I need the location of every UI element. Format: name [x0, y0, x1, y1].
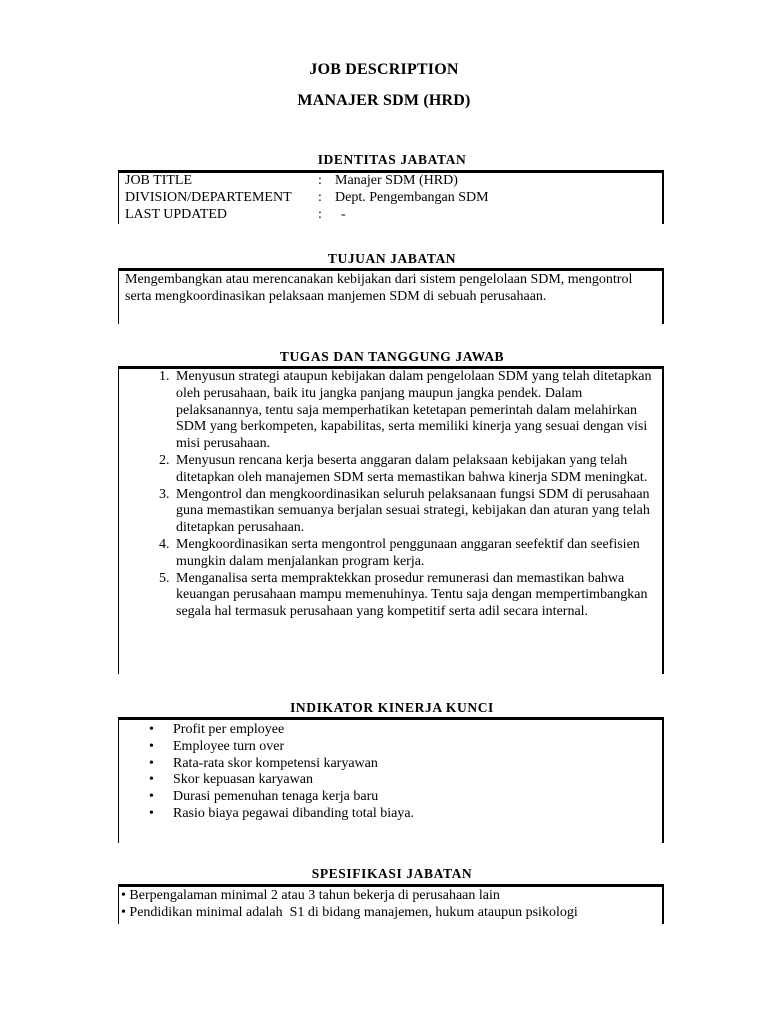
list-item-text: Berpengalaman minimal 2 atau 3 tahun bekerja di perusahaan lain — [129, 888, 500, 903]
section-heading-tugas: TUGAS DAN TANGGUNG JAWAB — [279, 349, 505, 364]
list-item — [149, 738, 656, 756]
tugas-box — [118, 366, 664, 674]
list-item-text: Skor kepuasan karyawan — [173, 772, 313, 788]
document-subtitle: MANAJER SDM (HRD) — [297, 92, 471, 109]
section-heading-indikator: INDIKATOR KINERJA KUNCI — [290, 700, 494, 715]
bullet-icon: • — [149, 755, 154, 771]
list-item — [149, 755, 656, 773]
identitas-row — [125, 207, 489, 224]
list-item — [149, 805, 656, 823]
identitas-separator: : — [318, 206, 322, 222]
list-item: 3. Mengontrol dan mengkoordinasikan seluruh pelaksanaan fungsi SDM di perusahaan guna memastikan semuanya berjalan sesuai strategi, kebijakan dan aturan yang telah ditetapkan perusahaan. — [173, 487, 656, 537]
list-item — [121, 904, 658, 921]
spesifikasi-box — [118, 884, 664, 924]
bullet-icon: • — [149, 722, 154, 737]
bullet-icon: • — [121, 888, 126, 903]
bullet-icon: • — [149, 738, 154, 754]
list-item-text: Employee turn over — [173, 738, 285, 754]
list-item-text: Pendidikan minimal adalah S1 di bidang manajemen, hukum ataupun psikologi — [129, 905, 578, 920]
identitas-row — [125, 190, 489, 207]
bullet-icon: • — [149, 789, 154, 805]
bullet-icon: • — [121, 905, 126, 920]
list-item — [149, 772, 656, 789]
identitas-value: Manajer SDM (HRD) — [335, 173, 458, 188]
bullet-icon: • — [149, 805, 154, 821]
identitas-row — [125, 173, 489, 190]
document-title: JOB DESCRIPTION — [309, 61, 459, 78]
identitas-key: DIVISION/DEPARTEMENT — [125, 189, 292, 205]
identitas-value: Dept. Pengembangan SDM — [335, 189, 489, 205]
list-item-text: Rasio biaya pegawai dibanding total biaya. — [173, 805, 415, 821]
list-item — [149, 722, 656, 739]
list-item-text: Durasi pemenuhan tenaga kerja baru — [173, 789, 379, 805]
tujuan-text: Mengembangkan atau merencanakan kebijakan dari sistem pengelolaan SDM, mengontrol serta mengkoordinasikan pelaksaan manjemen SDM di sebuah perusahaan. — [125, 272, 633, 304]
list-item: 4. Mengkoordinasikan serta mengontrol penggunaan anggaran seefektif dan seefisien mungkin dalam menjalankan program kerja. — [173, 537, 656, 571]
identitas-separator: : — [318, 173, 322, 188]
bullet-icon: • — [149, 772, 154, 788]
identitas-key: JOB TITLE — [125, 173, 193, 188]
identitas-table — [125, 173, 489, 223]
indikator-box — [118, 717, 664, 843]
indikator-list — [119, 722, 662, 823]
section-heading-tujuan: TUJUAN JABATAN — [327, 251, 457, 266]
list-item-text: Rata-rata skor kompetensi karyawan — [173, 755, 378, 771]
tujuan-box — [118, 268, 664, 324]
section-heading-spesifikasi: SPESIFIKASI JABATAN — [311, 866, 473, 881]
identitas-separator: : — [318, 189, 322, 205]
identitas-value: - — [341, 206, 346, 222]
list-item: 1. Menyusun strategi ataupun kebijakan dalam pengelolaan SDM yang telah ditetapkan oleh perusahaan, baik itu jangka panjang maupun jangka pendek. Dalam pelaksanannya, tentu saja memperhatikan ketetapan pemerintah dalam melahirkan SDM yang berkompeten, kapabilitas, serta memiliki kinerja yang sesuai dengan visi misi perusahaan. — [173, 369, 656, 453]
section-heading-identitas: IDENTITAS JABATAN — [317, 152, 467, 167]
tugas-list — [119, 369, 662, 621]
identitas-key: LAST UPDATED — [125, 206, 228, 222]
list-item — [149, 789, 656, 806]
list-item: 2. Menyusun rencana kerja beserta anggaran dalam pelaksaan kebijakan yang telah ditetapkan oleh manajemen SDM serta memastikan bahwa kinerja SDM meningkat. — [173, 453, 656, 487]
list-item — [121, 887, 658, 904]
identitas-box — [118, 170, 664, 224]
list-item-text: Profit per employee — [173, 722, 285, 737]
list-item: 5. Menganalisa serta mempraktekkan prosedur remunerasi dan memastikan bahwa keuangan perusahaan mampu memenuhinya. Tentu saja dengan mempertimbangkan segala hal termasuk perusahaan yang kompetitif serta adil secara internal. — [173, 571, 656, 621]
